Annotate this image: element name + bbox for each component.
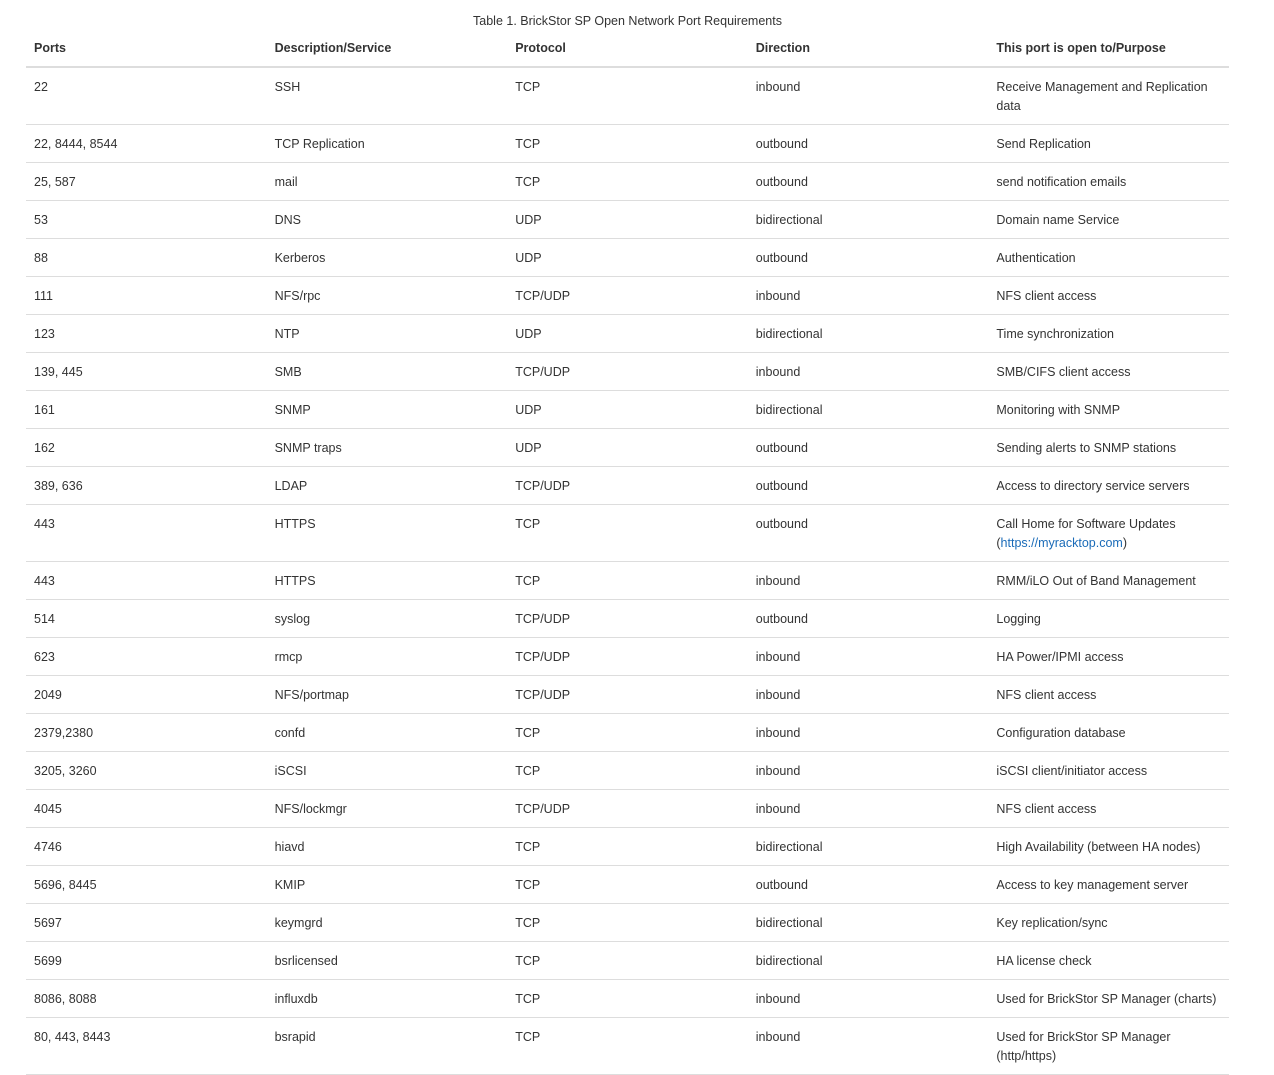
header-purpose: This port is open to/Purpose (988, 30, 1229, 67)
cell-service: bsrapid (267, 1018, 508, 1075)
cell-direction: bidirectional (748, 828, 989, 866)
table-row (26, 942, 1229, 980)
table-row (26, 714, 1229, 752)
cell-service: SNMP traps (267, 429, 508, 467)
cell-ports: 443 (26, 562, 267, 600)
cell-protocol: TCP (507, 67, 748, 125)
cell-purpose: Sending alerts to SNMP stations (988, 429, 1229, 467)
cell-purpose: NFS client access (988, 277, 1229, 315)
table-row (26, 752, 1229, 790)
cell-service: mail (267, 163, 508, 201)
cell-purpose: Configuration database (988, 714, 1229, 752)
table-row (26, 125, 1229, 163)
cell-protocol: UDP (507, 239, 748, 277)
cell-direction: bidirectional (748, 904, 989, 942)
cell-purpose: RMM/iLO Out of Band Management (988, 562, 1229, 600)
cell-purpose: NFS client access (988, 676, 1229, 714)
table-row (26, 980, 1229, 1018)
cell-direction: outbound (748, 505, 989, 562)
cell-ports: 2379,2380 (26, 714, 267, 752)
cell-direction: inbound (748, 638, 989, 676)
cell-direction: outbound (748, 866, 989, 904)
cell-purpose: send notification emails (988, 163, 1229, 201)
cell-protocol: TCP (507, 904, 748, 942)
cell-ports: 22 (26, 67, 267, 125)
cell-protocol: TCP (507, 714, 748, 752)
cell-protocol: TCP/UDP (507, 277, 748, 315)
table-row (26, 239, 1229, 277)
cell-direction: outbound (748, 600, 989, 638)
cell-ports: 161 (26, 391, 267, 429)
cell-protocol: TCP/UDP (507, 467, 748, 505)
cell-protocol: UDP (507, 429, 748, 467)
cell-service: influxdb (267, 980, 508, 1018)
cell-service: bsrlicensed (267, 942, 508, 980)
cell-ports: 623 (26, 638, 267, 676)
table-row (26, 201, 1229, 239)
cell-service: HTTPS (267, 562, 508, 600)
cell-protocol: TCP/UDP (507, 600, 748, 638)
cell-ports: 88 (26, 239, 267, 277)
cell-purpose: Monitoring with SNMP (988, 391, 1229, 429)
cell-protocol: TCP/UDP (507, 790, 748, 828)
cell-ports: 111 (26, 277, 267, 315)
cell-purpose: HA license check (988, 942, 1229, 980)
cell-direction: inbound (748, 676, 989, 714)
table-row (26, 600, 1229, 638)
cell-ports: 389, 636 (26, 467, 267, 505)
cell-service: iSCSI (267, 752, 508, 790)
cell-ports: 8086, 8088 (26, 980, 267, 1018)
cell-direction: outbound (748, 163, 989, 201)
table-body (26, 67, 1229, 1075)
purpose-prefix: ( (996, 536, 1001, 550)
cell-direction: inbound (748, 67, 989, 125)
cell-ports: 53 (26, 201, 267, 239)
cell-purpose: HA Power/IPMI access (988, 638, 1229, 676)
table-row (26, 315, 1229, 353)
cell-protocol: TCP (507, 163, 748, 201)
cell-direction: bidirectional (748, 201, 989, 239)
table-header-row (26, 30, 1229, 67)
cell-purpose: High Availability (between HA nodes) (988, 828, 1229, 866)
cell-ports: 25, 587 (26, 163, 267, 201)
table-row (26, 790, 1229, 828)
cell-protocol: TCP (507, 752, 748, 790)
cell-ports: 2049 (26, 676, 267, 714)
cell-purpose: Key replication/sync (988, 904, 1229, 942)
cell-purpose: SMB/CIFS client access (988, 353, 1229, 391)
table-row (26, 391, 1229, 429)
cell-protocol: TCP (507, 1018, 748, 1075)
cell-service: rmcp (267, 638, 508, 676)
table-row (26, 353, 1229, 391)
myracktop-link[interactable]: https://myracktop.com (1000, 536, 1123, 550)
cell-direction: bidirectional (748, 315, 989, 353)
cell-protocol: UDP (507, 201, 748, 239)
cell-service: confd (267, 714, 508, 752)
table-row (26, 429, 1229, 467)
cell-direction: inbound (748, 790, 989, 828)
cell-purpose: Logging (988, 600, 1229, 638)
cell-protocol: TCP/UDP (507, 638, 748, 676)
cell-purpose: iSCSI client/initiator access (988, 752, 1229, 790)
cell-protocol: TCP (507, 562, 748, 600)
table-row (26, 676, 1229, 714)
cell-service: SMB (267, 353, 508, 391)
cell-ports: 139, 445 (26, 353, 267, 391)
cell-direction: outbound (748, 125, 989, 163)
cell-service: SSH (267, 67, 508, 125)
cell-protocol: TCP (507, 980, 748, 1018)
cell-purpose: Access to key management server (988, 866, 1229, 904)
cell-service: TCP Replication (267, 125, 508, 163)
cell-purpose: Receive Management and Replication data (988, 67, 1229, 125)
cell-service: NFS/portmap (267, 676, 508, 714)
table-row (26, 562, 1229, 600)
cell-direction: inbound (748, 752, 989, 790)
cell-direction: outbound (748, 239, 989, 277)
cell-service: NFS/lockmgr (267, 790, 508, 828)
cell-direction: inbound (748, 562, 989, 600)
cell-protocol: TCP/UDP (507, 353, 748, 391)
purpose-text: Call Home for Software Updates (996, 517, 1176, 531)
table-row (26, 163, 1229, 201)
cell-direction: inbound (748, 353, 989, 391)
cell-direction: inbound (748, 277, 989, 315)
cell-purpose: NFS client access (988, 790, 1229, 828)
header-direction: Direction (748, 30, 989, 67)
cell-ports: 123 (26, 315, 267, 353)
cell-direction: inbound (748, 1018, 989, 1075)
header-protocol: Protocol (507, 30, 748, 67)
cell-ports: 3205, 3260 (26, 752, 267, 790)
cell-ports: 5696, 8445 (26, 866, 267, 904)
table-row (26, 467, 1229, 505)
purpose-suffix: ) (1122, 536, 1127, 550)
cell-service: SNMP (267, 391, 508, 429)
cell-purpose: Authentication (988, 239, 1229, 277)
cell-ports: 514 (26, 600, 267, 638)
header-service: Description/Service (267, 30, 508, 67)
cell-service: HTTPS (267, 505, 508, 562)
table-caption: Table 1. BrickStor SP Open Network Port Requirements (473, 14, 782, 28)
cell-ports: 5697 (26, 904, 267, 942)
cell-protocol: TCP (507, 942, 748, 980)
cell-direction: bidirectional (748, 942, 989, 980)
port-requirements-table (26, 30, 1229, 1075)
table-row (26, 1018, 1229, 1075)
cell-protocol: UDP (507, 391, 748, 429)
cell-ports: 4045 (26, 790, 267, 828)
cell-purpose (988, 505, 1229, 562)
cell-direction: outbound (748, 429, 989, 467)
cell-purpose: Used for BrickStor SP Manager (charts) (988, 980, 1229, 1018)
table-row (26, 638, 1229, 676)
cell-purpose: Access to directory service servers (988, 467, 1229, 505)
cell-protocol: TCP (507, 505, 748, 562)
cell-purpose: Domain name Service (988, 201, 1229, 239)
cell-service: DNS (267, 201, 508, 239)
cell-ports: 5699 (26, 942, 267, 980)
cell-direction: outbound (748, 467, 989, 505)
cell-service: syslog (267, 600, 508, 638)
cell-direction: inbound (748, 714, 989, 752)
cell-service: hiavd (267, 828, 508, 866)
cell-service: KMIP (267, 866, 508, 904)
table-row (26, 866, 1229, 904)
cell-service: NTP (267, 315, 508, 353)
cell-protocol: TCP/UDP (507, 676, 748, 714)
port-requirements-section (26, 12, 1229, 1075)
cell-protocol: TCP (507, 125, 748, 163)
cell-service: LDAP (267, 467, 508, 505)
table-row (26, 828, 1229, 866)
table-row (26, 67, 1229, 125)
cell-direction: inbound (748, 980, 989, 1018)
cell-ports: 162 (26, 429, 267, 467)
table-row (26, 904, 1229, 942)
cell-purpose: Used for BrickStor SP Manager (http/https) (988, 1018, 1229, 1075)
cell-purpose: Time synchronization (988, 315, 1229, 353)
cell-ports: 4746 (26, 828, 267, 866)
cell-service: Kerberos (267, 239, 508, 277)
cell-service: keymgrd (267, 904, 508, 942)
cell-ports: 80, 443, 8443 (26, 1018, 267, 1075)
cell-protocol: TCP (507, 866, 748, 904)
cell-protocol: UDP (507, 315, 748, 353)
cell-ports: 443 (26, 505, 267, 562)
cell-ports: 22, 8444, 8544 (26, 125, 267, 163)
table-row (26, 505, 1229, 562)
cell-protocol: TCP (507, 828, 748, 866)
header-ports: Ports (26, 30, 267, 67)
cell-service: NFS/rpc (267, 277, 508, 315)
cell-direction: bidirectional (748, 391, 989, 429)
cell-purpose: Send Replication (988, 125, 1229, 163)
table-row (26, 277, 1229, 315)
